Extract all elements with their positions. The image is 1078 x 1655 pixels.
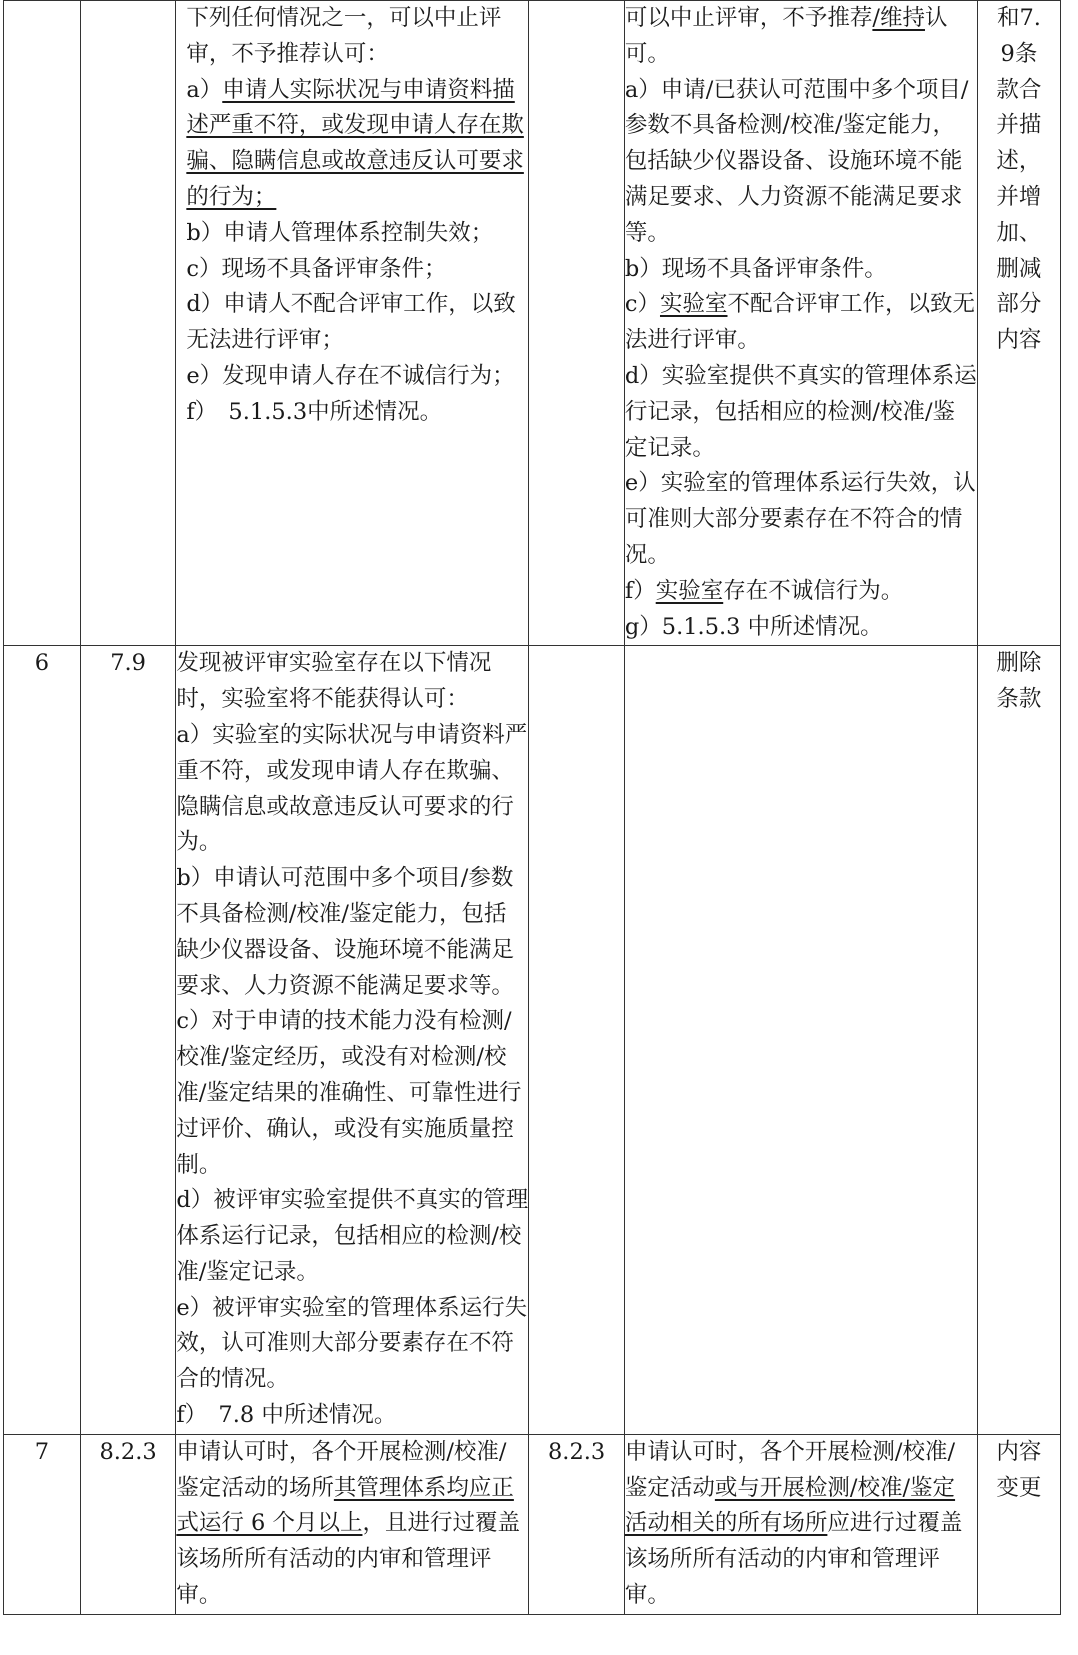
paragraph (176, 1291, 528, 1398)
text-run: 不配合评审工作，以致无法进行评审。 (624, 291, 976, 354)
change-note: 内容变更 (996, 1438, 1042, 1501)
old-text-cell (176, 1, 529, 646)
underlined-text: 申请人实际状况与申请资料描述严重不符，或发现申请人存在欺骗、隐瞒信息或故意违反认可要求的行为； (186, 76, 524, 210)
text-run: b）现场不具备评审条件。 (624, 255, 887, 282)
change-note: 和7.9条款合并描述，并增加、删减部分内容 (996, 5, 1042, 354)
underlined-text: 其管理体系均应正式运行 6 个月以上 (176, 1474, 514, 1537)
text-run: 认可。 (624, 5, 948, 67)
text-run: a）实验室的实际状况与申请资料严重不符，或发现申请人存在欺骗、隐瞒信息或故意违反认可要求的行为。 (176, 721, 528, 856)
paragraph (625, 610, 977, 646)
text-run: d）被评审实验室提供不真实的管理体系运行记录，包括相应的检测/校准/鉴定记录。 (176, 1187, 529, 1285)
text-run: c）现场不具备评审条件； (186, 255, 447, 282)
underlined-text: 或与开展检测/校准/鉴定活动相关的所有场所 (624, 1474, 956, 1537)
change-note-cell (977, 1434, 1060, 1614)
paragraph (176, 718, 528, 861)
text-run: b）申请人管理体系控制失效； (186, 219, 494, 246)
paragraph (625, 359, 977, 466)
new-text-cell (624, 1434, 977, 1614)
text-run: e）实验室的管理体系运行失效，认可准则大部分要素存在不符合的情况。 (624, 470, 976, 568)
paragraph (186, 287, 528, 359)
paragraph (176, 1398, 528, 1434)
paragraph (176, 646, 528, 718)
text-run: 下列任何情况之一，可以中止评审，不予推荐认可： (186, 5, 502, 67)
text-run: 申请认可时，各个开展检测/校准/鉴定活动 (624, 1438, 956, 1501)
paragraph (625, 1, 977, 73)
old-clause-number: 7.9 (110, 650, 146, 677)
paragraph (625, 252, 977, 288)
text-run: 发现被评审实验室存在以下情况时，实验室将不能获得认可： (176, 650, 492, 713)
comparison-table (3, 0, 1061, 1615)
old-clause-cell (80, 1434, 176, 1614)
paragraph (176, 1435, 528, 1614)
text-run: f） (624, 577, 656, 604)
paragraph (625, 73, 977, 252)
text-run: g）5.1.5.3 中所述情况。 (624, 613, 883, 640)
old-clause-cell (80, 646, 176, 1435)
new-clause-cell (529, 1, 625, 646)
new-clause-cell (529, 1434, 625, 1614)
paragraph (186, 73, 528, 216)
text-run: ，且进行过覆盖该场所所有活动的内审和管理评审。 (176, 1510, 520, 1609)
text-run: c） (624, 291, 660, 318)
old-text-cell (176, 1434, 529, 1614)
paragraph (186, 216, 528, 252)
underlined-text: /维持 (872, 5, 925, 31)
paragraph (625, 574, 977, 610)
change-note-cell (977, 646, 1060, 1435)
text-run: d）实验室提供不真实的管理体系运行记录，包括相应的检测/校准/鉴定记录。 (624, 362, 977, 461)
row-number: 7 (34, 1438, 50, 1465)
paragraph (625, 287, 977, 359)
text-run: f） 7.8 中所述情况。 (176, 1402, 397, 1429)
paragraph (625, 466, 977, 573)
table-row (4, 1434, 1061, 1614)
paragraph (186, 252, 528, 288)
text-run: b）申请认可范围中多个项目/参数不具备检测/校准/鉴定能力，包括缺少仪器设备、设施环境不能满足要求、人力资源不能满足要求等。 (176, 865, 514, 999)
text-run: d）申请人不配合评审工作，以致无法进行评审； (186, 291, 516, 354)
paragraph (176, 1004, 528, 1183)
text-run: 可以中止评审，不予推荐 (624, 5, 873, 31)
change-note-cell (977, 1, 1060, 646)
text-run: a）申请/已获认可范围中多个项目/参数不具备检测/校准/鉴定能力，包括缺少仪器设备、设施环境不能满足要求、人力资源不能满足要求等。 (624, 76, 969, 246)
paragraph (625, 1435, 977, 1614)
text-run: 应进行过覆盖该场所所有活动的内审和管理评审。 (624, 1510, 963, 1609)
text-run: e）被评审实验室的管理体系运行失效，认可准则大部分要素存在不符合的情况。 (176, 1294, 528, 1393)
new-text-cell (624, 646, 977, 1435)
text-run: a） (186, 76, 223, 103)
row-number-cell (4, 1, 81, 646)
row-number-cell (4, 1434, 81, 1614)
underlined-text: 实验室 (655, 577, 724, 604)
new-clause-number: 8.2.3 (547, 1438, 606, 1465)
paragraph (186, 1, 528, 73)
new-text-cell (624, 1, 977, 646)
paragraph (176, 1183, 528, 1290)
text-run: 存在不诚信行为。 (723, 577, 904, 604)
table-row (4, 646, 1061, 1435)
old-clause-number: 8.2.3 (99, 1438, 157, 1465)
row-number-cell (4, 646, 81, 1435)
change-note: 删除条款 (996, 650, 1042, 713)
underlined-text: 实验室 (659, 291, 728, 318)
old-text-cell (176, 646, 529, 1435)
row-number: 6 (34, 650, 50, 677)
paragraph (186, 395, 528, 431)
text-run: 申请认可时，各个开展检测/校准/鉴定活动的场所 (176, 1438, 507, 1501)
text-run: e）发现申请人存在不诚信行为； (186, 362, 515, 389)
new-clause-cell (529, 646, 625, 1435)
old-clause-cell (80, 1, 176, 646)
text-run: f） 5.1.5.3中所述情况。 (186, 398, 443, 425)
paragraph (176, 861, 528, 1004)
table-row (4, 1, 1061, 646)
paragraph (186, 359, 528, 395)
text-run: c）对于申请的技术能力没有检测/校准/鉴定经历，或没有对检测/校准/鉴定结果的准确性、可靠性进行过评价、确认，或没有实施质量控制。 (176, 1008, 522, 1178)
